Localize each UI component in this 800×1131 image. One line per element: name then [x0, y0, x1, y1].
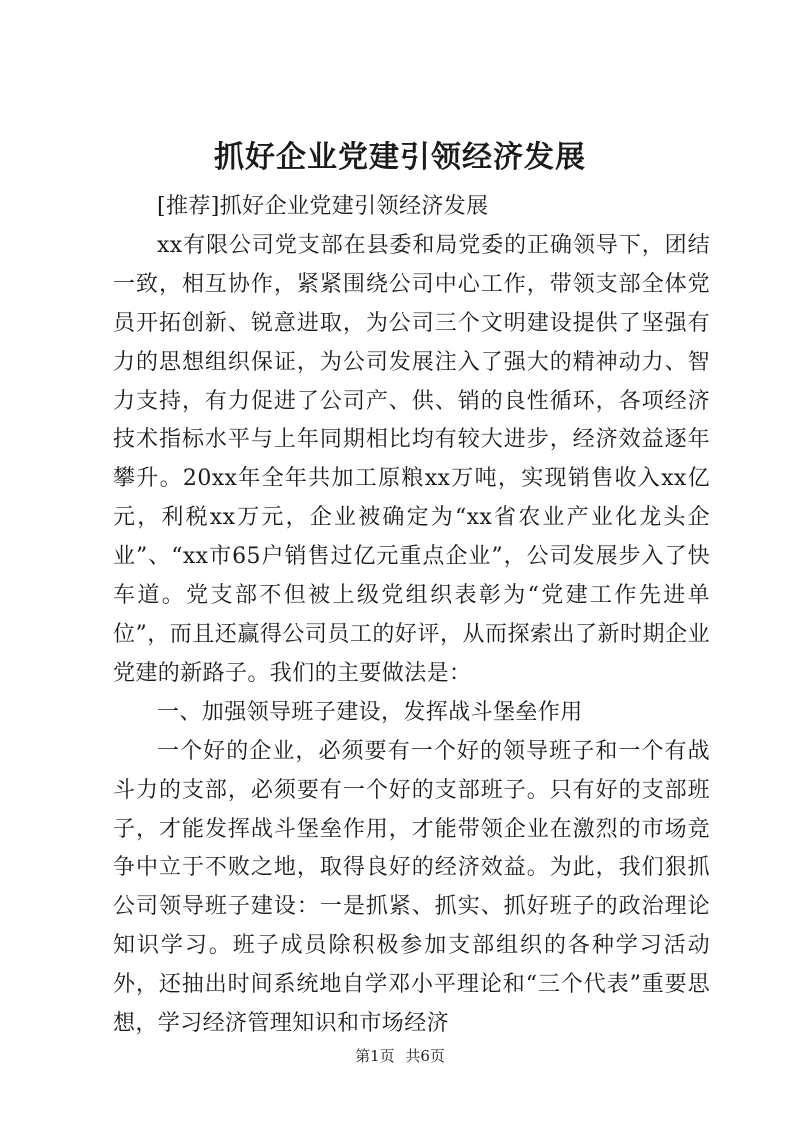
- page-total: 共6页: [405, 1047, 445, 1065]
- page-number: 第1页: [355, 1047, 395, 1065]
- page-footer: [0, 1047, 800, 1065]
- section-heading-1: 一、加强领导班子建设，发挥战斗堡垒作用: [157, 699, 583, 725]
- document-body: [113, 188, 710, 1044]
- document-title: 抓好企业党建引领经济发展: [214, 140, 586, 175]
- subtitle-paragraph: [推荐]抓好企业党建引领经济发展: [157, 194, 489, 219]
- intro-paragraph: xx有限公司党支部在县委和局党委的正确领导下，团结一致，相互协作，紧紧围绕公司中心工作，带领支部全体党员开拓创新、锐意进取，为公司三个文明建设提供了坚强有力的思想组织保证，为公司发展注入了强大的精神动力、智力支持，有力促进了公司产、供、销的良性循环，各项经济技术指标水平与上年同期相比均有较大进步，经济效益逐年攀升。20xx年全年共加工原粮xx万吨，实现销售收入xx亿元，利税xx万元，企业被确定为“xx省农业产业化龙头企业”、“xx市65户销售过亿元重点企业”，公司发展步入了快车道。党支部不但被上级党组织表彰为“党建工作先进单位”，而且还赢得公司员工的好评，从而探索出了新时期企业党建的新路子。我们的主要做法是：: [113, 232, 710, 686]
- section-1-paragraph: 一个好的企业，必须要有一个好的领导班子和一个有战斗力的支部，必须要有一个好的支部班子。只有好的支部班子，才能发挥战斗堡垒作用，才能带领企业在激烈的市场竞争中立于不败之地，取得良好的经济效益。为此，我们狠抓公司领导班子建设：一是抓紧、抓实、抓好班子的政治理论知识学习。班子成员除积极参加支部组织的各种学习活动外，还抽出时间系统地自学邓小平理论和“三个代表”重要思想，学习经济管理知识和市场经济: [113, 738, 710, 1037]
